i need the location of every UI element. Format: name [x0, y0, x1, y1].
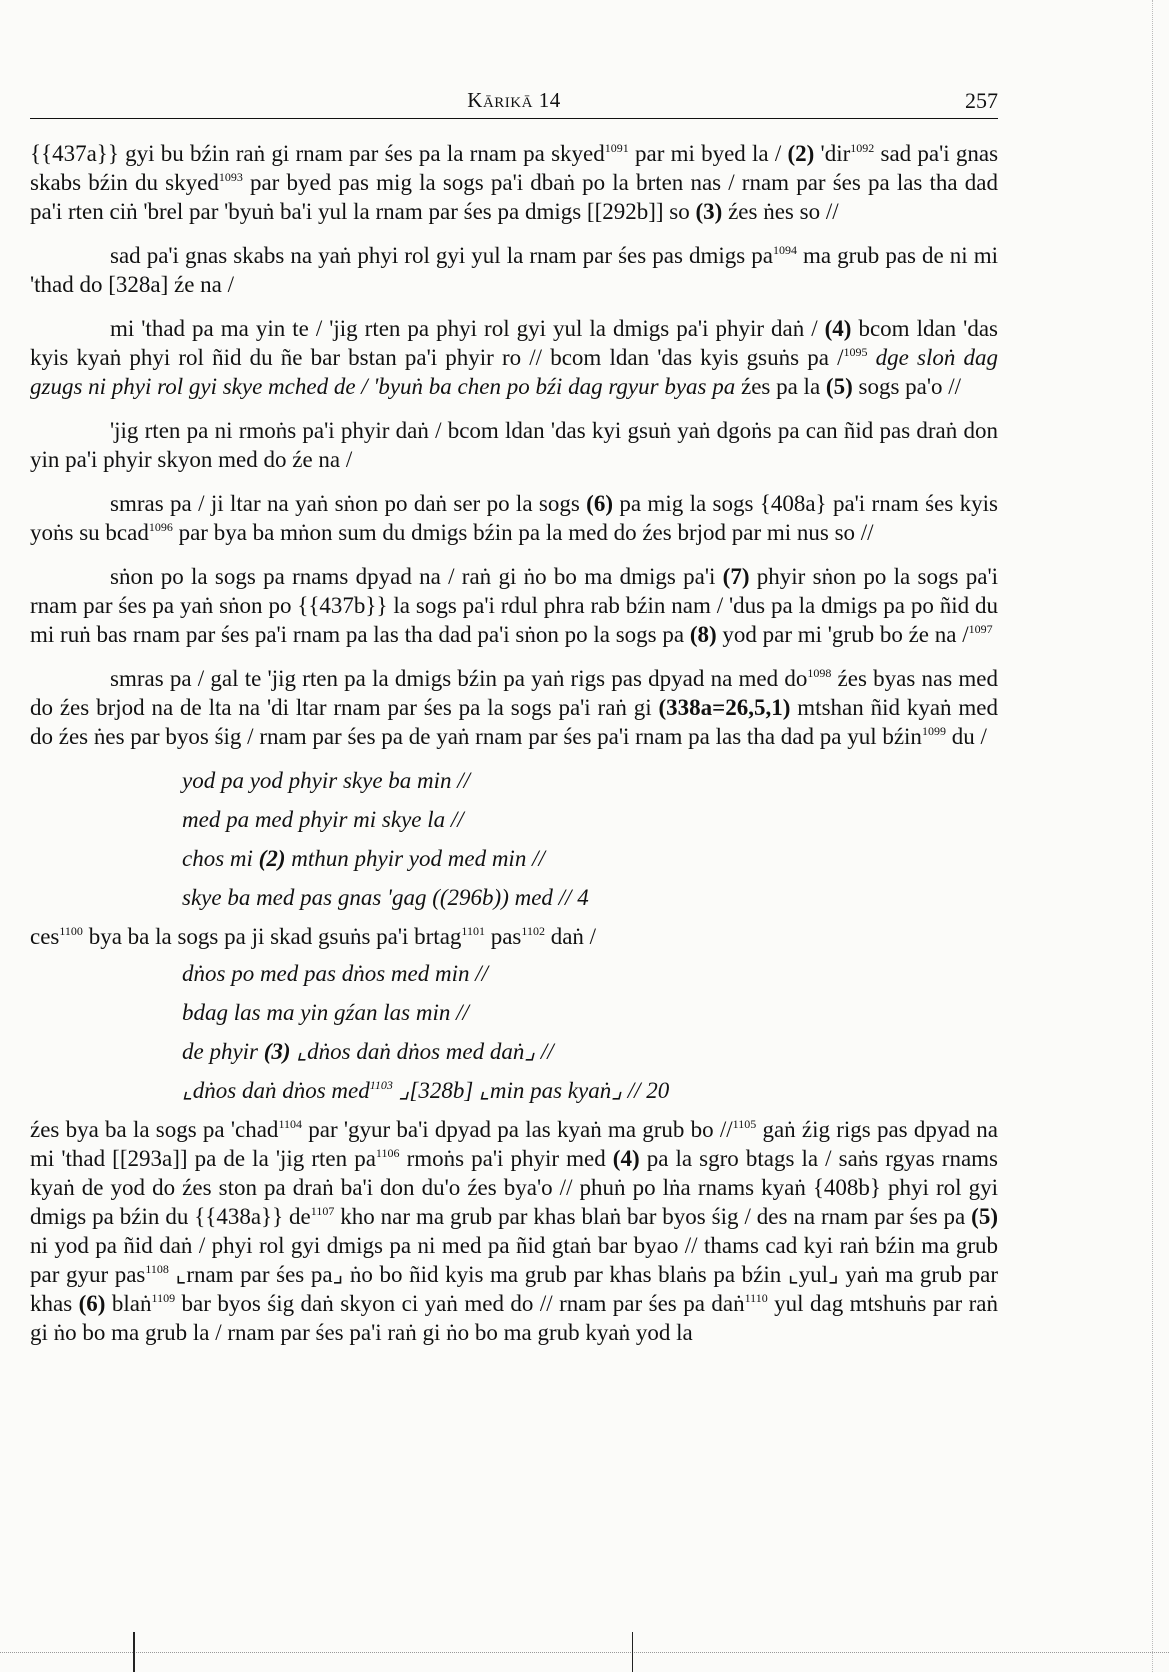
text-run: gaṅ źig rigs pas dpyad na mi 'thad [[293a]] pa de la 'jig rten pa [30, 1117, 998, 1171]
footnote-ref: 1106 [375, 1146, 400, 1160]
text-run: par mi byed la / [628, 141, 788, 166]
text-run: du / [945, 724, 987, 749]
footnote-ref: 1091 [604, 141, 629, 155]
footer-scan-line [0, 1652, 1169, 1654]
footnote-ref: 1092 [850, 141, 875, 155]
text-run: bya ba la sogs pa ji skad gsuṅs pa'i brtag [82, 924, 462, 949]
verse-line [182, 805, 998, 834]
text-run: blaṅ [105, 1291, 152, 1316]
text-run: sad pa'i gnas skabs na yaṅ phyi rol gyi yul la rnam par śes pas dmigs pa [110, 243, 773, 268]
bold-marker: (5) [971, 1204, 998, 1229]
bold-marker: (4) [824, 316, 852, 341]
footnote-ref: 1110 [744, 1291, 768, 1305]
italic-quote: dge sloṅ dag gzugs ni phyi rol gyi skye mched de / 'byuṅ ba chen po bźi dag rgyur byas pa [30, 345, 998, 399]
text-run: de phyir [182, 1039, 264, 1064]
text-run: rmoṅs pa'i phyir med [399, 1146, 613, 1171]
footnote-ref: 1107 [310, 1204, 335, 1218]
footnote-ref: 1105 [732, 1117, 757, 1131]
bold-marker: (8) [689, 622, 717, 647]
footnote-ref: 1108 [145, 1262, 169, 1276]
text-run: sad pa'i gnas skabs bźin du skyed [30, 141, 999, 195]
verse-line [182, 883, 998, 912]
footnote-ref: 1099 [921, 724, 946, 738]
verse-line [182, 959, 998, 988]
text-run: mtshan ñid kyaṅ med do źes ṅes par byos śig / rnam par śes pa de yaṅ rnam par śes pa'i rnam pa las tha dad pa yul bźin [30, 695, 998, 749]
footnote-ref: 1094 [772, 243, 797, 257]
bold-marker: (2) [258, 846, 286, 871]
text-run: mthun phyir yod med min // [285, 846, 545, 871]
text-run: chos mi [182, 846, 259, 871]
scan-edge-dots [1152, 0, 1154, 1672]
paragraph [30, 241, 998, 299]
paragraph [30, 664, 998, 751]
text-run: ⌟[328b] ⌞min pas kyaṅ⌟ // 20 [392, 1078, 670, 1103]
footnote-ref: 1097 [968, 622, 993, 636]
text-run: źes ṅes so // [722, 199, 839, 224]
text-run: ni yod pa ñid daṅ / phyi rol gyi dmigs pa ni med pa ñid gtaṅ bar byao // thams cad kyi raṅ bźin ma grub par gyur pas [30, 1233, 998, 1287]
text-run: źes byas nas med do źes brjod na de lta na 'di ltar rnam par śes pa la sogs pa'i raṅ gi [30, 666, 998, 720]
paragraph [30, 489, 998, 547]
footnote-ref: 1102 [521, 924, 545, 938]
footnote-ref: 1103 [369, 1078, 393, 1092]
text-run: pas [484, 924, 522, 949]
footnote-ref: 1100 [59, 924, 83, 938]
footer-mark [133, 1632, 135, 1672]
text-run: skye ba med pas gnas 'gag ((296b)) med // 4 [182, 885, 589, 910]
text-run: ces [30, 924, 60, 949]
paragraph [30, 1115, 998, 1347]
bold-marker: (3) [695, 199, 723, 224]
footnote-ref: 1093 [218, 170, 243, 184]
footnote-ref: 1104 [278, 1117, 302, 1131]
text-run: yul dag mtshuṅs par raṅ gi ṅo bo ma grub la / rnam par śes pa'i raṅ gi ṅo bo ma grub kyaṅ yod la [30, 1291, 998, 1345]
text-run: mi 'thad pa ma yin te / 'jig rten pa phyi rol gyi yul la dmigs pa'i phyir daṅ / [110, 316, 825, 341]
verse-line [182, 1037, 998, 1066]
verse-line [182, 766, 998, 795]
text-run: sogs pa'o // [852, 374, 962, 399]
text-run: smras pa / gal te 'jig rten pa la dmigs bźin pa yaṅ rigs pas dpyad na med do [110, 666, 808, 691]
paragraph [30, 922, 998, 951]
text-run: daṅ / [544, 924, 597, 949]
text-run: kho nar ma grub par khas blaṅ bar byos śig / des na rnam par śes pa [334, 1204, 972, 1229]
footnote-ref: 1098 [807, 666, 832, 680]
paragraph [30, 314, 998, 401]
page-number: 257 [965, 88, 998, 113]
text-run: par 'gyur ba'i dpyad pa las kyaṅ ma grub bo // [302, 1117, 733, 1142]
bold-marker: (6) [78, 1291, 106, 1316]
text-run: par bya ba mṅon sum du dmigs bźin pa la med do źes brjod par mi nus so // [172, 520, 874, 545]
bold-marker: (2) [787, 141, 815, 166]
text-run: źes pa la [735, 374, 826, 399]
footer-mark [632, 1632, 633, 1672]
text-run: ⌞dṅos daṅ dṅos med [182, 1078, 370, 1103]
text-run: bar byos śig daṅ skyon ci yaṅ med do // rnam par śes pa daṅ [175, 1291, 745, 1316]
bold-marker: (4) [612, 1146, 640, 1171]
text-run: bdag las ma yin gźan las min // [182, 1000, 469, 1025]
text-run: pa la sgro btags la / saṅs rgyas rnams kyaṅ de yod do źes ston pa draṅ ba'i don du'o źes bya'o // phuṅ po lṅa rnams kyaṅ {408b} phyi rol gyi dmigs pa bźin du {{438a}} de [30, 1146, 999, 1229]
bold-marker: (5) [825, 374, 853, 399]
verse-line [182, 844, 998, 873]
book-page [30, 84, 998, 1362]
text-run: med pa med phyir mi skye la // [182, 807, 464, 832]
text-run: sṅon po la sogs pa rnams dpyad na / raṅ gi ṅo bo ma dmigs pa'i [110, 564, 723, 589]
bold-marker: (7) [722, 564, 750, 589]
running-header [30, 84, 998, 119]
text-run: pa mig la sogs {408a} pa'i rnam śes kyis yoṅs su bcad [30, 491, 998, 545]
text-run: ma grub pas de ni mi 'thad do [328a] źe na / [30, 243, 998, 297]
footnote-ref: 1095 [843, 345, 868, 359]
paragraph [30, 139, 998, 226]
text-run: 'jig rten pa ni rmoṅs pa'i phyir daṅ / bcom ldan 'das kyi gsuṅ yaṅ dgoṅs pa can ñid pas draṅ don yin pa'i phyir skyon med do źe na / [30, 418, 998, 472]
text-run: źes bya ba la sogs pa 'chad [30, 1117, 279, 1142]
text-run: yod pa yod phyir skye ba min // [182, 768, 471, 793]
footnote-ref: 1101 [461, 924, 485, 938]
bold-marker: (3) [263, 1039, 291, 1064]
text-run: 'dir [814, 141, 851, 166]
main-text [30, 139, 998, 1347]
bold-marker: (338a=26,5,1) [658, 695, 791, 720]
text-run: dṅos po med pas dṅos med min // [182, 961, 489, 986]
paragraph [30, 416, 998, 474]
text-run: phyir sṅon po la sogs pa'i rnam par śes pa yaṅ sṅon po {{437b}} la sogs pa'i rdul phra rab bźin nam / 'dus pa la dmigs pa po ñid du mi ruṅ bas rnam par śes pa'i rnam pa las tha dad pa'i sṅon po la sogs pa [30, 564, 998, 647]
text-run: yod par mi 'grub bo źe na / [716, 622, 969, 647]
bold-marker: (6) [586, 491, 613, 516]
text-run: ⌞dṅos daṅ dṅos med daṅ⌟ // [290, 1039, 554, 1064]
text-run: par byed pas mig la sogs pa'i dbaṅ po la brten nas / rnam par śes pa las tha dad pa'i rten ciṅ 'brel par 'byuṅ ba'i yul la rnam par śes pa dmigs [[292b]] so [30, 170, 998, 224]
text-run: smras pa / ji ltar na yaṅ sṅon po daṅ ser po la sogs [110, 491, 587, 516]
running-title: Kārikā 14 [467, 88, 561, 112]
paragraph [30, 562, 998, 649]
verse-line [182, 1076, 998, 1105]
text-run: ⌞rnam par śes pa⌟ ṅo bo ñid kyis ma grub par khas blaṅs pa bźin ⌞yul⌟ yaṅ ma grub par khas [30, 1262, 998, 1316]
verse-line [182, 998, 998, 1027]
text-run: bcom ldan 'das kyis kyaṅ phyi rol ñid du ñe bar bstan pa'i phyir ro // bcom ldan 'das kyis gsuṅs pa / [30, 316, 998, 370]
footnote-ref: 1109 [151, 1291, 176, 1305]
text-run: {{437a}} gyi bu bźin raṅ gi rnam par śes pa la rnam pa skyed [30, 141, 605, 166]
footnote-ref: 1096 [148, 520, 173, 534]
